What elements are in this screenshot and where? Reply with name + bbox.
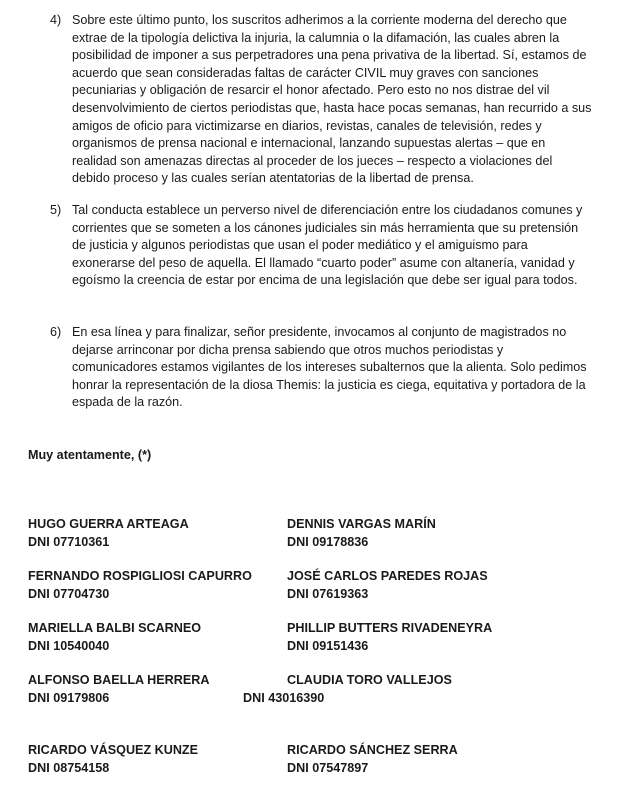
signatory-dni: DNI 09178836: [287, 535, 369, 549]
signatory-block: [287, 619, 492, 655]
paragraph-5-number: 5): [50, 203, 62, 217]
signatory-dni: DNI 43016390: [243, 691, 325, 705]
signatory-block: [28, 619, 201, 655]
signatory-dni: DNI 09151436: [287, 639, 369, 653]
signatory-dni: DNI 08754158: [28, 761, 110, 775]
signatory-dni: DNI 07547897: [287, 761, 369, 775]
signatory-name: CLAUDIA TORO VALLEJOS: [287, 673, 452, 687]
signatory-name: RICARDO SÁNCHEZ SERRA: [287, 743, 458, 757]
signatory-block: [287, 515, 436, 551]
signatory-dni: DNI 07619363: [287, 587, 369, 601]
signatory-dni: DNI 07710361: [28, 535, 110, 549]
signatory-name: DENNIS VARGAS MARÍN: [287, 517, 436, 531]
signatory-name: PHILLIP BUTTERS RIVADENEYRA: [287, 621, 493, 635]
paragraph-6-text: En esa línea y para finalizar, señor presidente, invocamos al conjunto de magistrados no dejarse arrinconar por dicha prensa sabiendo que otros muchos periodistas y comunicadores estamos vigilantes de los intereses subalternos que la alienta. Solo pedimos honrar la representación de la diosa Themis: la justicia es ciega, equitativa y portadora de la espada de la razón.: [72, 325, 587, 410]
signatory-block: [287, 741, 458, 777]
paragraph-6-number: 6): [50, 325, 62, 339]
signatory-dni: DNI 09179806: [28, 691, 110, 705]
signatory-dni: DNI 10540040: [28, 639, 110, 653]
signatory-block: [28, 567, 252, 603]
signatory-name: FERNANDO ROSPIGLIOSI CAPURRO: [28, 569, 252, 583]
paragraph-5-text: Tal conducta establece un perverso nivel de diferenciación entre los ciudadanos comunes y corrientes que se someten a los cánones judiciales sin más herramienta que su pretensión de justicia y algunos periodistas que usan el poder mediático y el amiguismo para exonerarse del peso de aquella. El llamado “cuarto poder” asume con altanería, vanidad y egoísmo la creencia de estar por encima de una legislación que debe ser igual para todos.: [72, 203, 583, 288]
signatory-name: ALFONSO BAELLA HERRERA: [28, 673, 210, 687]
signatory-name: RICARDO VÁSQUEZ KUNZE: [28, 743, 199, 757]
signatory-block: [28, 741, 198, 777]
signatory-block: [28, 515, 189, 551]
closing-salutation: Muy atentamente, (*): [28, 448, 152, 462]
paragraph-4-text: Sobre este último punto, los suscritos adherimos a la corriente moderna del derecho que extrae de la tipología delictiva la injuria, la calumnia o la difamación, las cuales abren la posibilidad de imponer a sus perpetradores una pena privativa de la libertad. Sí, estamos de acuerdo que sean consideradas faltas de carácter CIVIL muy graves con sanciones pecuniarias y obligación de resarcir el honor afectado. Pero esto no nos distrae del vil desenvolvimiento de ciertos periodistas que, hasta hace pocas semanas, han recurrido a sus amigos de oficio para victimizarse en diarios, revistas, canales de televisión, redes y organismos de prensa nacional e internacional, lanzando supuestas alertas – que en realidad son amenazas directas al proceder de los jueces – respecto a violaciones del debido proceso y las cuales serían atentatorias de la libertad de prensa.: [72, 13, 592, 186]
signatory-block: [28, 671, 209, 707]
signatory-name: HUGO GUERRA ARTEAGA: [28, 517, 189, 531]
signatory-dni: DNI 07704730: [28, 587, 110, 601]
paragraph-4-number: 4): [50, 13, 62, 27]
signatory-block: [287, 567, 488, 603]
signatory-name: JOSÉ CARLOS PAREDES ROJAS: [287, 569, 488, 583]
signatory-name: MARIELLA BALBI SCARNEO: [28, 621, 202, 635]
